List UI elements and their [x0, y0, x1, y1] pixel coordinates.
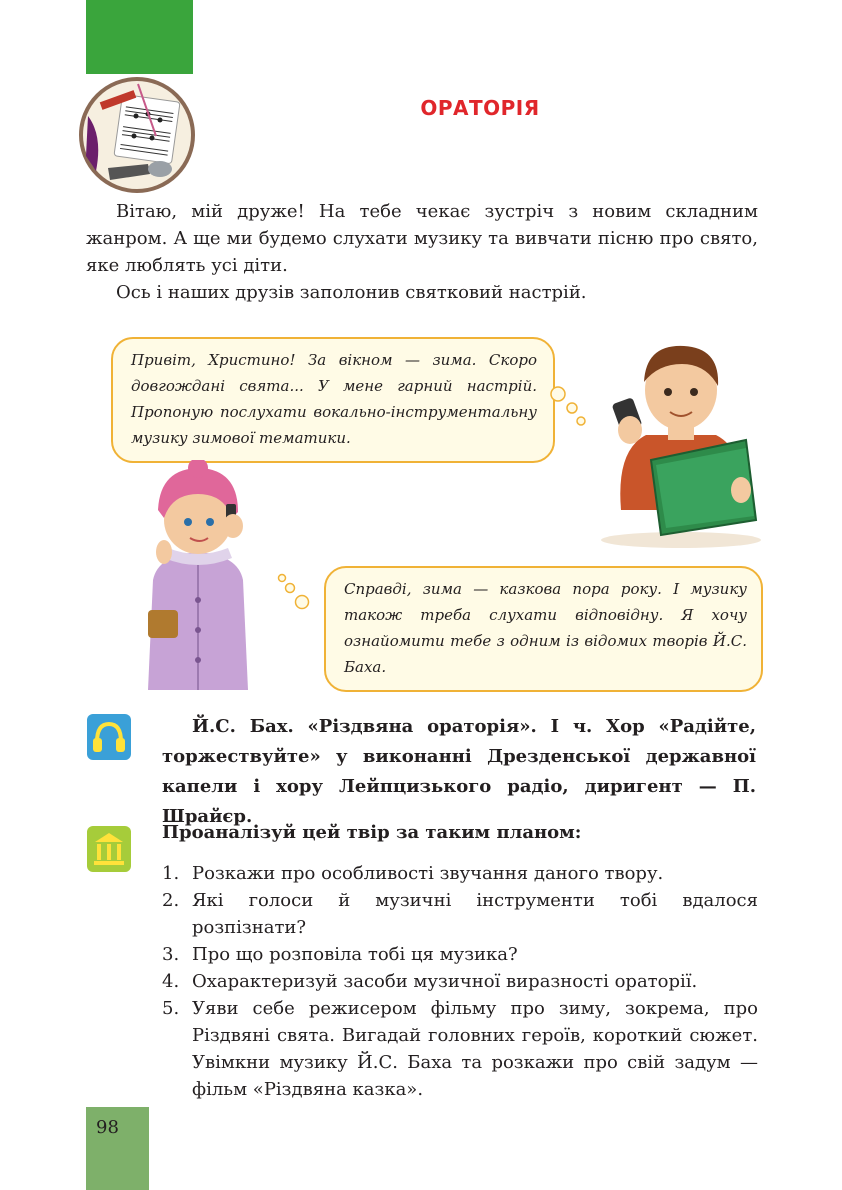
speech-bubble-girl [324, 566, 763, 692]
building-columns-icon [87, 826, 131, 872]
list-item: 4. Охарактеризуй засоби музичної виразності ораторії. [162, 971, 698, 992]
page-number: 98 [96, 1117, 119, 1138]
page-title: ОРАТОРІЯ [420, 96, 540, 120]
list-item: 2. Які голоси й музичні інструменти тобі вдалося розпізнати? [162, 890, 758, 938]
analysis-list [162, 860, 758, 1103]
thought-dots-girl [276, 572, 322, 618]
list-item: 1. Розкажи про особливості звучання даного твору. [162, 863, 664, 884]
intro-paragraph-2: Ось і наших друзів заполонив святковий настрій. [116, 282, 587, 303]
listening-assignment [162, 712, 756, 832]
music-notes-microphone-emblem-icon [78, 76, 196, 194]
boy-with-phone-illustration [596, 330, 766, 550]
intro-paragraph-1: Вітаю, мій друже! На тебе чекає зустріч з новим складним жанром. А ще ми будемо слухати музику та вивчати пісню про свято, яке люблять усі діти. [86, 201, 758, 276]
thought-dots-boy [548, 384, 592, 434]
intro-text [86, 198, 758, 306]
girl-with-phone-illustration [128, 460, 268, 700]
speech-bubble-girl-text: Справді, зима — казкова пора року. І музику також треба слухати відповідну. Я хочу ознайомити тебе з одним із відомих творів Й.С. Баха. [344, 580, 747, 676]
speech-bubble-boy-text: Привіт, Христино! За вікном — зима. Скоро довгождані свята... У мене гарний настрій. Пропоную послухати вокально-інструментальну музику зимової тематики. [131, 351, 537, 447]
listening-text: Й.С. Бах. «Різдвяна ораторія». І ч. Хор «Радійте, торжествуйте» у виконанні Дрезденської державної капели і хору Лейпцизького радіо, диригент — П. Шрайєр. [162, 716, 756, 827]
analysis-heading: Проаналізуй цей твір за таким планом: [162, 822, 582, 843]
list-item: 3. Про що розповіла тобі ця музика? [162, 944, 518, 965]
speech-bubble-boy [111, 337, 555, 463]
headphones-icon [87, 714, 131, 760]
header-green-tab [86, 0, 193, 74]
list-item: 5. Уяви себе режисером фільму про зиму, зокрема, про Різдвяні свята. Вигадай головних героїв, короткий сюжет. Увімкни музику Й.С. Баха та розкажи про свій задум — фільм «Різдвяна казка». [162, 998, 758, 1100]
